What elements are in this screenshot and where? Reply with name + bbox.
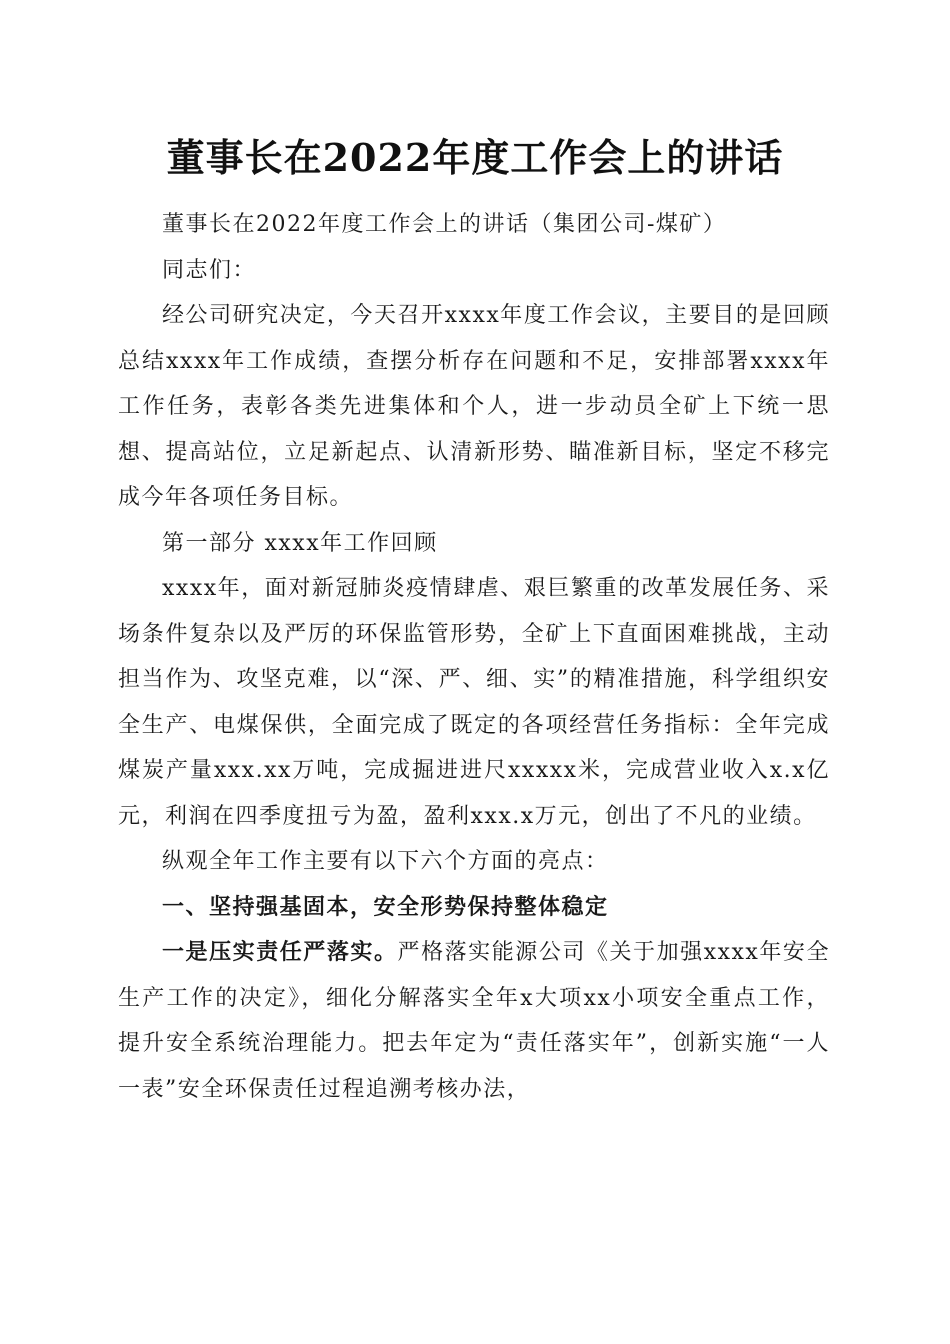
point-one-lead: 一是压实责任严落实。 xyxy=(162,939,398,965)
review-paragraph: xxxx年，面对新冠肺炎疫情肆虐、艰巨繁重的改革发展任务、采场条件复杂以及严厉的环保监管形势，全矿上下直面困难挑战，主动担当作为、攻坚克难，以“深、严、细、实”的精准措施，科学组织安全生产、电煤保供，全面完成了既定的各项经营任务指标：全年完成煤炭产量xxx.xx万吨，完成掘进进尺xxxxx米，完成营业收入x.x亿元，利润在四季度扭亏为盈，盈利xxx.x万元，创出了不凡的业绩。 xyxy=(118,576,830,829)
point-one-text: 严格落实能源公司《关于加强xxxx年安全生产工作的决定》，细化分解落实全年x大项xx小项安全重点工作，提升安全系统治理能力。把去年定为“责任落实年”，创新实施“一人一表”安全环保责任过程追溯考核办法， xyxy=(118,940,830,1102)
highlights-intro: 纵观全年工作主要有以下六个方面的亮点： xyxy=(162,849,609,874)
intro-paragraph: 经公司研究决定，今天召开xxxx年度工作会议，主要目的是回顾总结xxxx年工作成绩，查摆分析存在问题和不足，安排部署xxxx年工作任务，表彰各类先进集体和个人，进一步动员全矿上下统一思想、提高站位，立足新起点、认清新形势、瞄准新目标，坚定不移完成今年各项任务目标。 xyxy=(118,303,830,510)
point-one-paragraph xyxy=(118,930,830,1112)
document-body xyxy=(118,202,830,1112)
document-subtitle: 董事长在2022年度工作会上的讲话（集团公司-煤矿） xyxy=(162,212,727,237)
salutation: 同志们： xyxy=(162,257,257,283)
section-one-heading: 一、坚持强基固本，安全形势保持整体稳定 xyxy=(162,894,609,920)
part-one-heading: 第一部分 xxxx年工作回顾 xyxy=(162,530,438,556)
document-title: 董事长在2022年度工作会上的讲话 xyxy=(166,135,784,180)
